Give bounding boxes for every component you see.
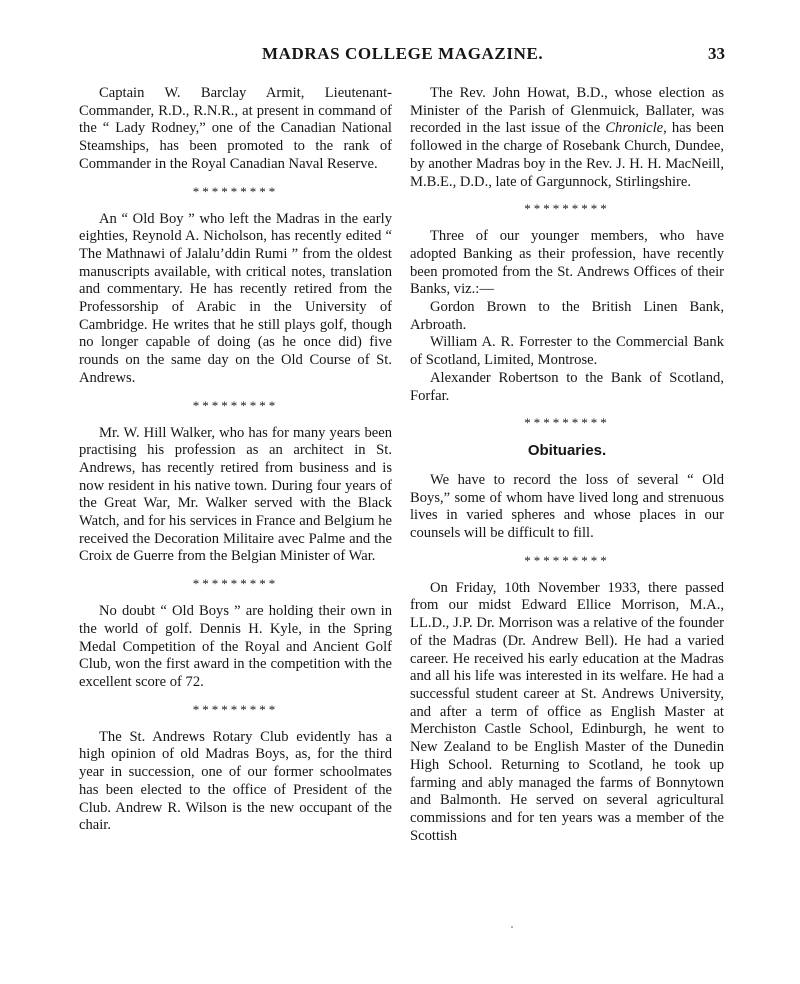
section-separator: *********	[524, 201, 610, 217]
paragraph-robertson: Alexander Robertson to the Bank of Scotland, Forfar.	[410, 369, 724, 404]
paragraph-golf: No doubt “ Old Boys ” are holding their own in the world of golf. Dennis H. Kyle, in the Spring Medal Competition of the Royal and Ancient Golf Club, won the first award in the competition with the excellent score of 72.	[79, 603, 392, 690]
howat-text-start: The Rev. John Howat, B.D., whose election as Minister of the Parish of Glenmuick, Ballater, was recorded in the last issue of the	[410, 85, 724, 137]
section-separator: *********	[192, 397, 279, 413]
section-separator: *********	[192, 701, 279, 717]
paragraph-morrison: On Friday, 10th November 1933, there passed from our midst Edward Ellice Morrison, M.A., LL.D., J.P. Dr. Morrison was a relative of the founder of the Madras (Dr. Andrew Bell). He had a varied career. He received his early education at the Madras and all his life was interested in its welfare. He had a successful student career at St. Andrews University, and after a term of office as English Master at Merchiston Castle School, Edinburgh, he went to New Zealand to be English Master of the Dunedin High School. Returning to Scotland, he took up farming and ably managed the farms of Bonnytown and Balmonth. He served on several agricultural commissions and for ten years was a member of the Scottish	[410, 579, 724, 844]
paragraph-armit: Captain W. Barclay Armit, Lieutenant-Commander, R.D., R.N.R., at present in command of the “ Lady Rodney,” one of the Canadian National Steamships, has been promoted to the rank of Commander in the Royal Canadian Naval Reserve.	[79, 85, 392, 172]
paragraph-howat	[410, 85, 724, 191]
obituaries-heading: Obituaries.	[527, 442, 607, 460]
left-column	[79, 85, 392, 835]
paragraph-rotary: The St. Andrews Rotary Club evidently has a high opinion of old Madras Boys, as, for the third year in succession, one of our former schoolmates has been elected to the office of President of the Club. Andrew R. Wilson is the new occupant of the chair.	[79, 728, 392, 834]
paragraph-obituaries-intro: We have to record the loss of several “ Old Boys,” some of whom have lived long and strenuous lives in varied spheres and whose places in our counsels will be difficult to fill.	[410, 471, 724, 542]
print-speck	[511, 926, 513, 928]
page-number: 33	[708, 44, 725, 63]
howat-text-end: , has been followed in the charge of Rosebank Church, Dundee, by another Madras boy in the Rev. J. H. H. MacNeill, M.B.E., D.D., late of Gargunnock, Stirlingshire.	[410, 120, 724, 190]
chronicle-title: Chronicle	[605, 120, 664, 137]
section-separator: *********	[524, 415, 610, 431]
running-header	[80, 44, 725, 68]
section-separator: *********	[192, 183, 279, 199]
paragraph-banking: Three of our younger members, who have adopted Banking as their profession, have recently been promoted from the St. Andrews Offices of their Banks, viz.:—	[410, 228, 724, 298]
section-separator: *********	[524, 552, 610, 568]
magazine-title: MADRAS COLLEGE MAGAZINE.	[262, 44, 544, 63]
paragraph-walker: Mr. W. Hill Walker, who has for many years been practising his profession as an architect in St. Andrews, has recently retired from business and is now resident in his native town. During four years of the Great War, Mr. Walker served with the Black Watch, and for his services in France and Belgium he received the Decoration Militaire avec Palme and the Croix de Guerre from the Belgian Minister of War.	[79, 424, 392, 565]
right-column	[410, 85, 724, 845]
paragraph-nicholson: An “ Old Boy ” who left the Madras in the early eighties, Reynold A. Nicholson, has recently edited “ The Mathnawi of Jalalu’ddin Rumi ” from the oldest manuscripts available, with critical notes, translation and commentary. He has recently retired from the Professorship of Arabic in the University of Cambridge. He writes that he still plays golf, though no longer capable of doing (as he once did) five rounds on the same day on the Old Course of St. Andrews.	[79, 210, 392, 386]
paragraph-forrester: William A. R. Forrester to the Commercial Bank of Scotland, Limited, Montrose.	[410, 334, 724, 369]
section-separator: *********	[192, 576, 279, 592]
paragraph-brown: Gordon Brown to the British Linen Bank, Arbroath.	[410, 299, 724, 333]
